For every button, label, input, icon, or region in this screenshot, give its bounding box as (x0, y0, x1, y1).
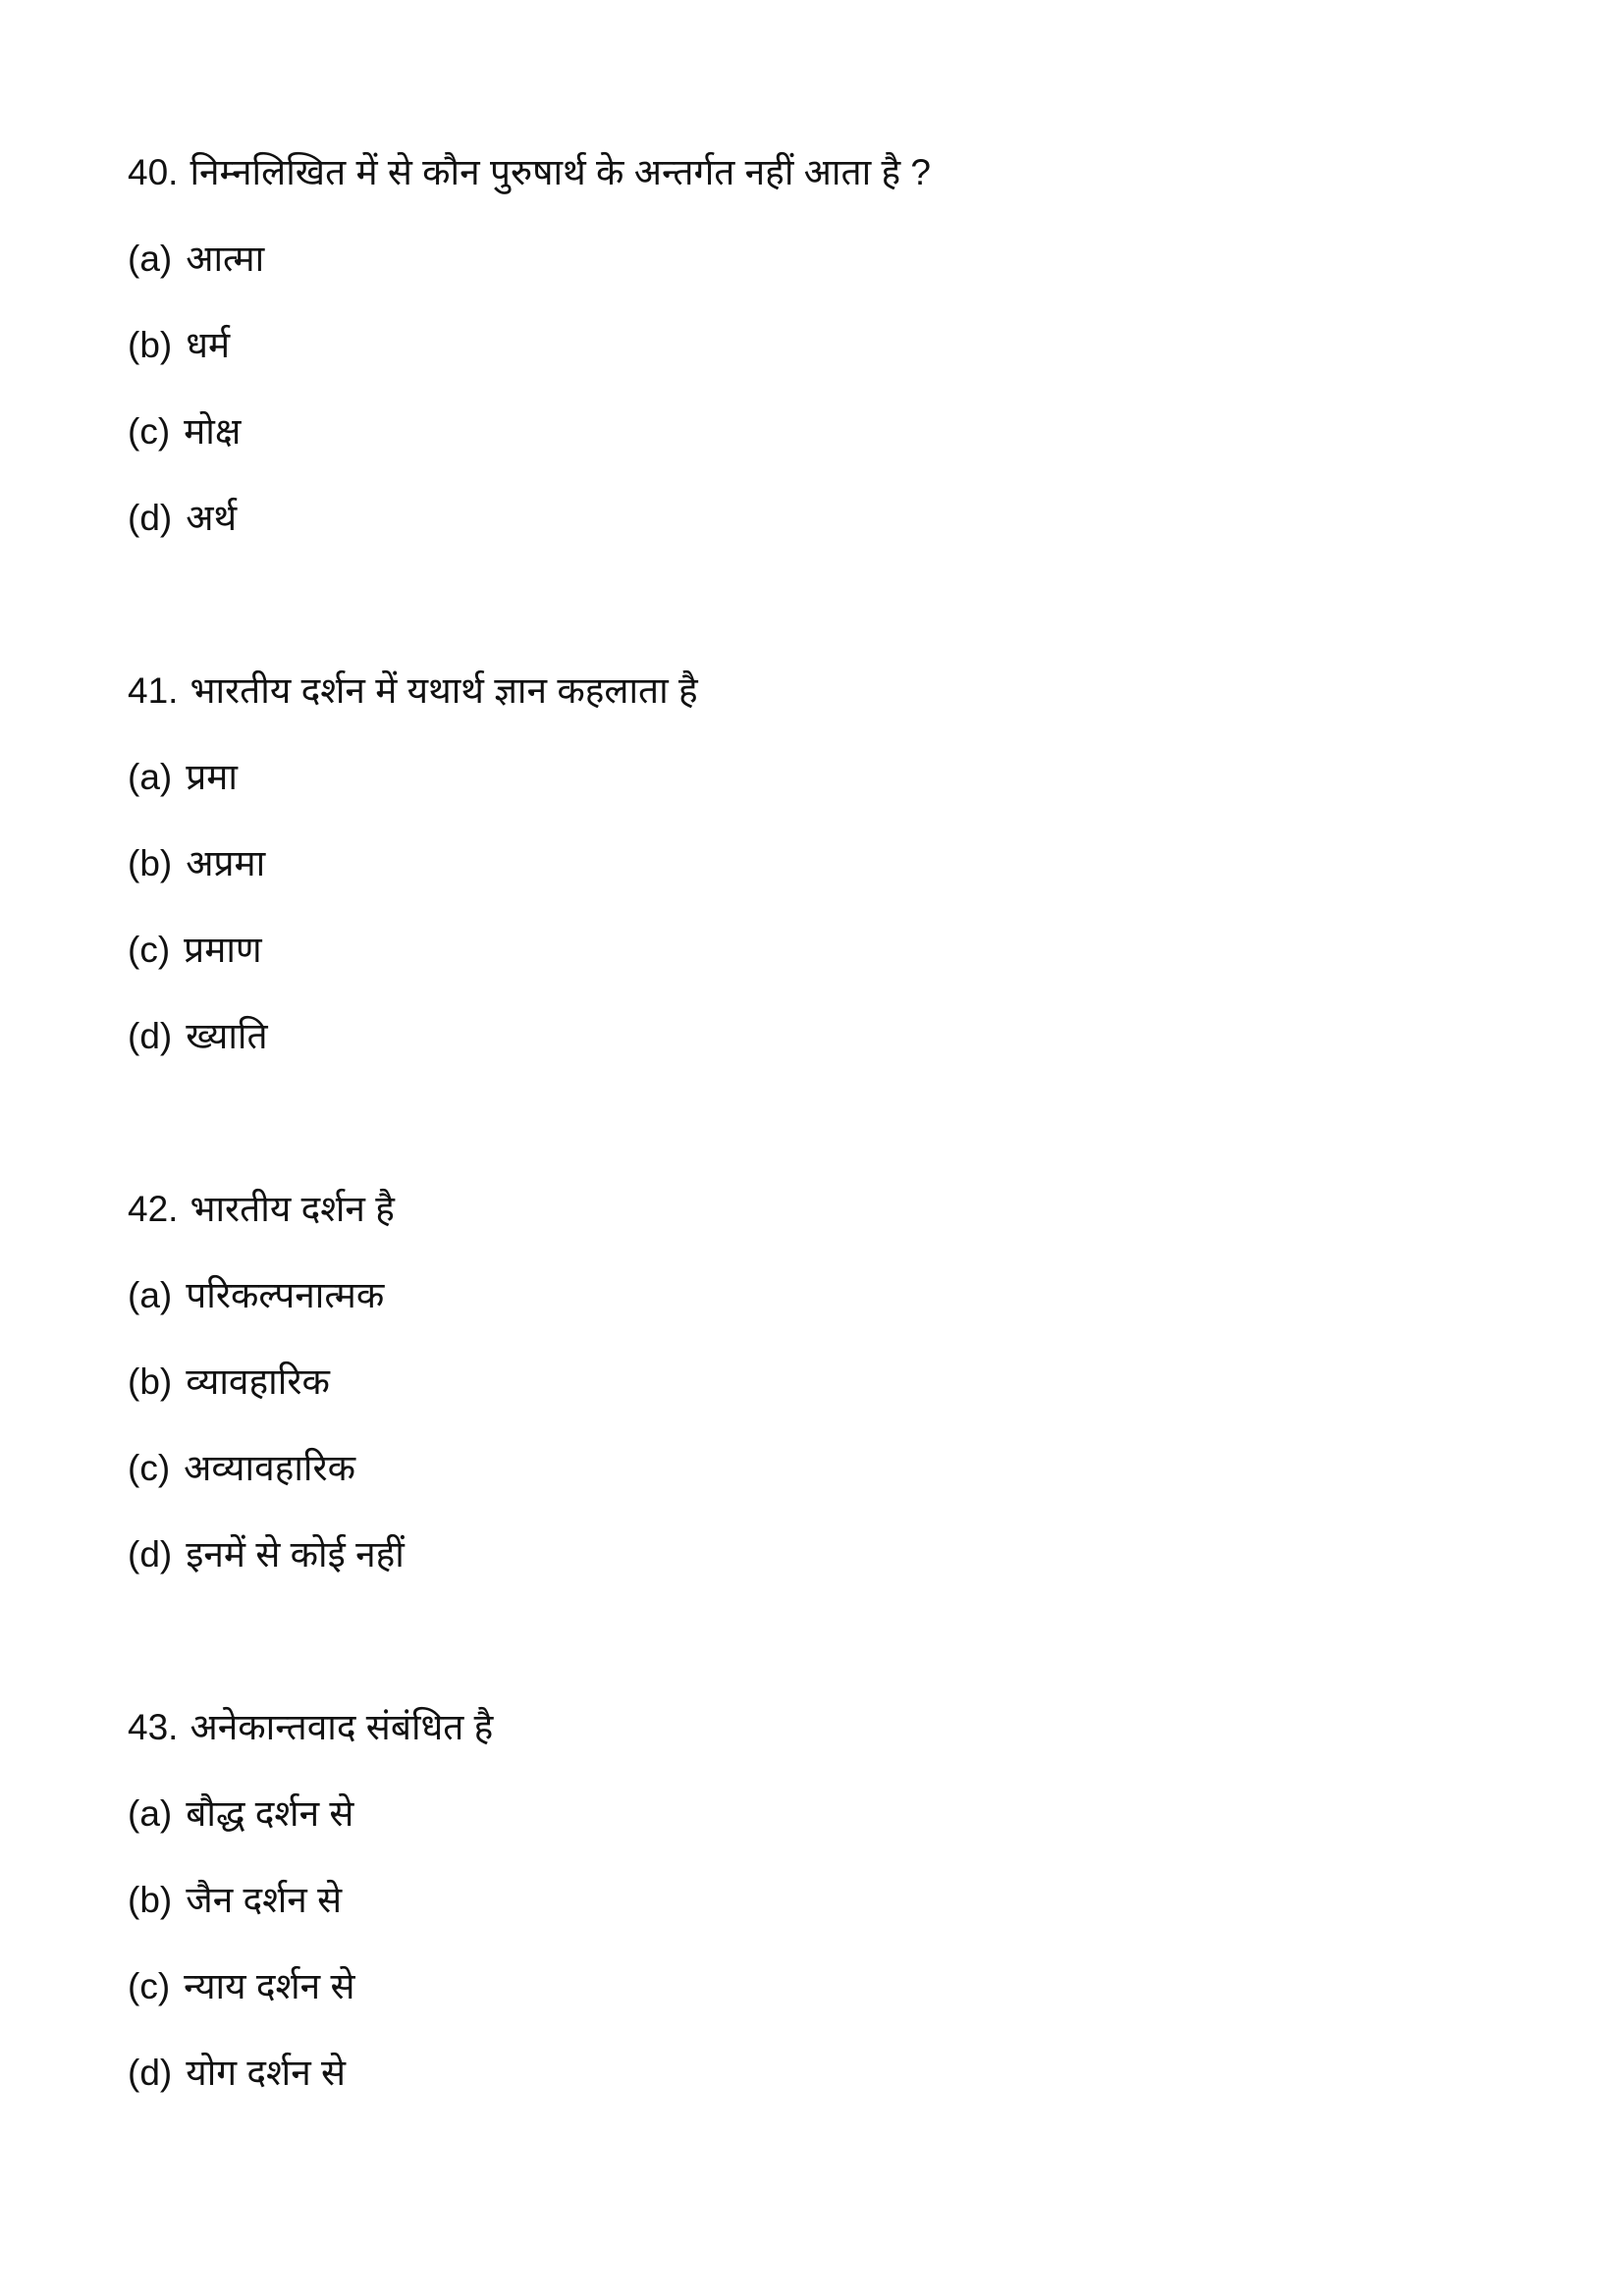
option[interactable] (128, 821, 698, 907)
option-label: (c) (128, 411, 171, 452)
option[interactable] (128, 734, 698, 821)
option[interactable] (128, 475, 931, 561)
option-label: (a) (128, 239, 173, 279)
option[interactable] (128, 216, 931, 302)
option-label: (b) (128, 843, 173, 883)
option-text: प्रमा (186, 757, 238, 797)
question-text: निम्नलिखित में से कौन पुरुषार्थ के अन्तर्गत नहीं आता है ? (189, 152, 931, 192)
option-label: (a) (128, 1793, 173, 1834)
option[interactable] (128, 907, 698, 993)
option-text: अव्यावहारिक (184, 1448, 356, 1488)
question-stem (128, 1684, 493, 1771)
option-text: योग दर्शन से (186, 2053, 347, 2093)
option-text: जैन दर्शन से (186, 1880, 343, 1920)
question-stem (128, 130, 931, 216)
option[interactable] (128, 1512, 405, 1598)
option-label: (a) (128, 1275, 173, 1315)
option-label: (b) (128, 1362, 173, 1402)
option-text: इनमें से कोई नहीं (186, 1534, 405, 1575)
option-text: धर्म (186, 325, 231, 365)
question-stem (128, 1166, 405, 1253)
option[interactable] (128, 1425, 405, 1512)
option-text: व्यावहारिक (186, 1362, 330, 1402)
option-text: अर्थ (186, 498, 238, 538)
question-41 (128, 648, 698, 1080)
option-text: मोक्ष (184, 411, 242, 452)
option-label: (d) (128, 1534, 173, 1575)
option-text: बौद्ध दर्शन से (186, 1793, 354, 1834)
option-label: (b) (128, 325, 173, 365)
option-text: अप्रमा (186, 843, 266, 883)
question-42 (128, 1166, 405, 1598)
option-label: (c) (128, 1966, 171, 2006)
option[interactable] (128, 1771, 493, 1857)
option-text: परिकल्पनात्मक (186, 1275, 385, 1315)
option-label: (c) (128, 930, 171, 970)
option[interactable] (128, 302, 931, 389)
question-40 (128, 130, 931, 561)
option-text: ख्याति (186, 1016, 268, 1056)
option[interactable] (128, 1339, 405, 1425)
option[interactable] (128, 1253, 405, 1339)
question-number: 43. (128, 1707, 179, 1747)
question-text: अनेकान्तवाद संबंधित है (189, 1707, 494, 1747)
question-text: भारतीय दर्शन है (189, 1189, 395, 1229)
option-label: (d) (128, 498, 173, 538)
question-text: भारतीय दर्शन में यथार्थ ज्ञान कहलाता है (189, 670, 698, 711)
option[interactable] (128, 1944, 493, 2030)
option-label: (c) (128, 1448, 171, 1488)
question-number: 40. (128, 152, 179, 192)
option-label: (d) (128, 2053, 173, 2093)
question-43 (128, 1684, 493, 2116)
option-text: प्रमाण (184, 930, 262, 970)
option-text: आत्मा (186, 239, 265, 279)
question-number: 42. (128, 1189, 179, 1229)
option-label: (b) (128, 1880, 173, 1920)
option[interactable] (128, 2030, 493, 2116)
question-stem (128, 648, 698, 734)
option-label: (d) (128, 1016, 173, 1056)
option[interactable] (128, 1857, 493, 1944)
option-label: (a) (128, 757, 173, 797)
option-text: न्याय दर्शन से (184, 1966, 355, 2006)
question-number: 41. (128, 670, 179, 711)
option[interactable] (128, 389, 931, 475)
option[interactable] (128, 993, 698, 1080)
